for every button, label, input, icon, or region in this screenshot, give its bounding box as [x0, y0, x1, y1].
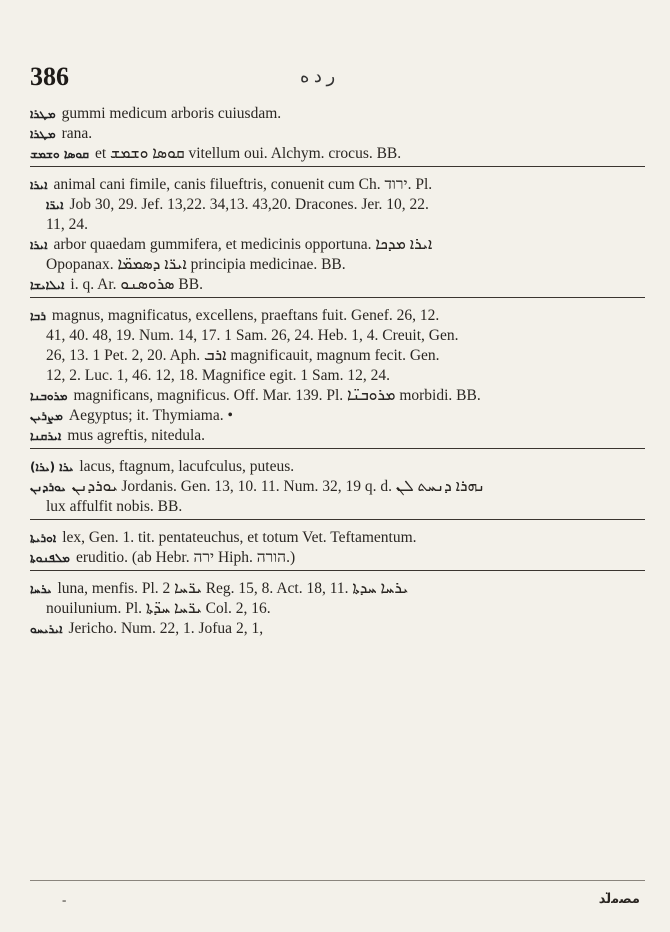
entry-line — [30, 275, 645, 295]
syriac-headword: ܐܝܪܐ — [30, 238, 48, 252]
page-number: 386 — [30, 62, 69, 91]
entry-text: 26, 13. 1 Pet. 2, 20. Aph. ܐܪܒ magnificauit, magnum fecit. Gen. — [46, 347, 440, 364]
entry-text: 12, 2. Luc. 1, 46. 12, 18. Magnifice egit. 1 Sam. 12, 24. — [46, 367, 390, 384]
entry-text: 41, 40. 48, 19. Num. 14, 17. 1 Sam. 26, 24. Heb. 1, 4. Creuit, Gen. — [46, 327, 459, 344]
entry-text: eruditio. (ab Hebr. ירה Hiph. הורה.) — [75, 549, 296, 566]
entry-text: mus agreftis, nitedula. — [67, 427, 206, 444]
entry-line — [30, 195, 645, 215]
section-rule — [30, 166, 645, 167]
entry-line — [30, 619, 645, 639]
entry-text: Jericho. Num. 22, 1. Jofua 2, 1, — [68, 620, 264, 637]
entry-text: lex, Gen. 1. tit. pentateuchus, et totum Vet. Teftamentum. — [62, 529, 417, 546]
syriac-headword: ܐܝܠܐܝܫܐ — [30, 278, 65, 292]
entry-text: magnificans, magnificus. Off. Mar. 139. Pl. ܡܪܘܒܢ̈ܐ morbidi. BB. — [73, 387, 481, 404]
entry-text: Opopanax. ܐܝܪ̈ܐ ܕܣܡܡ̈ܐ principia medicinae. BB. — [46, 256, 346, 273]
entry-text: Aegyptus; it. Thymiama. • — [68, 407, 233, 424]
entry-text: 11, 24. — [46, 216, 89, 233]
entry-line — [30, 497, 645, 517]
entry-text: et ܩܘܣܐ ܘܫܡܫ vitellum oui. Alchym. crocus. BB. — [94, 145, 402, 162]
entry-line — [30, 144, 645, 164]
syriac-headword: ܐܝܪܐ — [30, 178, 48, 192]
entry-text: animal cani fimile, canis filueftris, conuenit cum Ch. ירוד. Pl. — [53, 176, 433, 193]
syriac-headword: ܡܛܪܐ — [30, 127, 56, 141]
syriac-headword: ܡܠܦܢܘܬܐ — [30, 551, 70, 565]
entry-text: nouilunium. Pl. ܝܪ̈ܚܐ ܚܕ̈ܬܐ Col. 2, 16. — [46, 600, 271, 617]
entry-line — [30, 548, 645, 568]
syriac-headword: ܩܘܣܐ ܘܫܡܫ — [30, 147, 89, 161]
entry-text: magnus, magnificatus, excellens, praeftans fuit. Genef. 26, 12. — [51, 307, 440, 324]
entry-text: Job 30, 29. Jef. 13,22. 34,13. 43,20. Dracones. Jer. 10, 22. — [69, 196, 429, 213]
entry-line — [30, 124, 645, 144]
entry-text: luna, menfis. Pl. ܝܪ̈ܚܐ 2 Reg. 15, 8. Act. 18, 11. ܝܪܚܐ ܚܕܬܐ — [57, 580, 409, 597]
syriac-headword: ܐܝܪܩܢܐ — [30, 429, 62, 443]
entry-line — [30, 346, 645, 366]
entry-line — [30, 579, 645, 599]
entry-line — [30, 457, 645, 477]
entry-text: lacus, ftagnum, lacufculus, puteus. — [79, 458, 295, 475]
entry-line — [30, 477, 645, 497]
entry-line — [30, 528, 645, 548]
bottom-rule — [30, 880, 645, 881]
syriac-headword: ܡܛܪܐ — [30, 107, 56, 121]
entry-line — [30, 386, 645, 406]
syriac-headword: ܝܘܪܕܢܢ — [30, 480, 66, 494]
entry-line — [30, 175, 645, 195]
entry-text: rana. — [61, 125, 93, 142]
syriac-headword: ܝܪܚܐ — [30, 582, 52, 596]
entry-line — [30, 406, 645, 426]
dictionary-entries — [30, 104, 645, 639]
section-rule — [30, 297, 645, 298]
entry-text: lux affulfit nobis. BB. — [46, 498, 183, 515]
syriac-headword: ܪܒܐ — [30, 309, 46, 323]
entry-line — [30, 235, 645, 255]
entry-line — [30, 104, 645, 124]
entry-line — [30, 326, 645, 346]
entry-text: arbor quaedam gummifera, et medicinis opportuna. ܐܝܪܐ ܡܕܟܐ — [53, 236, 433, 253]
section-rule — [30, 519, 645, 520]
entry-line — [30, 306, 645, 326]
entry-line — [30, 366, 645, 386]
entry-text: i. q. Ar. ܣܪܘܣܢܘ BB. — [70, 276, 203, 293]
entry-line — [30, 599, 645, 619]
entry-line — [30, 215, 645, 235]
syriac-headword: ܐܝܪܝܚܘ — [30, 622, 63, 636]
entry-line — [30, 426, 645, 446]
running-header: ﺭ ﺩ ﻩ — [300, 66, 336, 86]
catchword: ﻣﺼﻣ̈ﻟﺪ — [598, 892, 640, 907]
syriac-headword: ܡܪܘܒܢܐ — [30, 389, 68, 403]
entry-text: ܝܘܪܕܢܢ Jordanis. Gen. 13, 10. 11. Num. 32, 19 q. d. ܢܗܪܐ ܕܢܚܬ ܠܢ — [71, 478, 485, 495]
syriac-headword: ܐܝܪ̈ܐ — [46, 198, 64, 212]
footer-mark: - — [62, 892, 67, 907]
syriac-headword: ܡܨܪܝܢ — [30, 409, 63, 423]
syriac-headword: ܐܘܪܝܬܐ — [30, 531, 57, 545]
section-rule — [30, 448, 645, 449]
entry-text: gummi medicum arboris cuiusdam. — [61, 105, 282, 122]
entry-line — [30, 255, 645, 275]
section-rule — [30, 570, 645, 571]
syriac-headword: (ܝܪܐ) ܝܪܐ — [30, 460, 74, 474]
